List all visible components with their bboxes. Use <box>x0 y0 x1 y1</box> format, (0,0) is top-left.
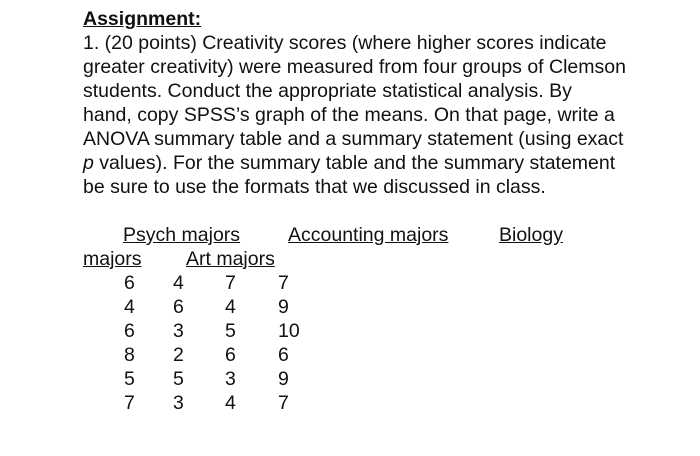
table-cell: 2 <box>173 344 184 366</box>
header-psych: Psych majors <box>123 224 241 246</box>
paragraph-line: be sure to use the formats that we discussed in class. <box>83 176 546 198</box>
paragraph-line: students. Conduct the appropriate statistical analysis. By <box>83 80 572 102</box>
table-cell: 5 <box>173 368 184 390</box>
table-cell: 4 <box>124 296 135 318</box>
paragraph-line: ANOVA summary table and a summary statement (using exact <box>83 128 624 150</box>
table-cell: 4 <box>225 392 236 414</box>
table-cell: 6 <box>124 320 135 342</box>
header-accounting: Accounting majors <box>288 224 449 246</box>
paragraph-line: hand, copy SPSS’s graph of the means. On that page, write a <box>83 104 615 126</box>
table-cell: 6 <box>124 272 135 294</box>
header-biology-cont: majors <box>83 248 142 270</box>
paragraph-line: 1. (20 points) Creativity scores (where higher scores indicate <box>83 32 607 54</box>
paragraph-line: greater creativity) were measured from four groups of Clemson <box>83 56 626 78</box>
table-cell: 4 <box>173 272 184 294</box>
table-cell: 6 <box>225 344 236 366</box>
header-biology: Biology <box>499 224 563 246</box>
table-cell: 5 <box>124 368 135 390</box>
paragraph-line: values). For the summary table and the summary statement <box>99 152 616 174</box>
table-cell: 3 <box>173 392 184 414</box>
table-cell: 7 <box>278 272 289 294</box>
table-cell: 6 <box>173 296 184 318</box>
assignment-title: Assignment: <box>83 8 202 30</box>
table-cell: 3 <box>173 320 184 342</box>
table-cell: 7 <box>225 272 236 294</box>
paragraph-line-with-p <box>83 151 615 175</box>
table-cell: 7 <box>278 392 289 414</box>
table-cell: 5 <box>225 320 236 342</box>
header-art: Art majors <box>186 248 275 270</box>
table-cell: 9 <box>278 296 289 318</box>
table-cell: 4 <box>225 296 236 318</box>
p-italic: p <box>83 152 94 174</box>
table-cell: 3 <box>225 368 236 390</box>
table-cell: 10 <box>278 320 300 342</box>
table-cell: 8 <box>124 344 135 366</box>
table-cell: 9 <box>278 368 289 390</box>
table-cell: 7 <box>124 392 135 414</box>
table-cell: 6 <box>278 344 289 366</box>
